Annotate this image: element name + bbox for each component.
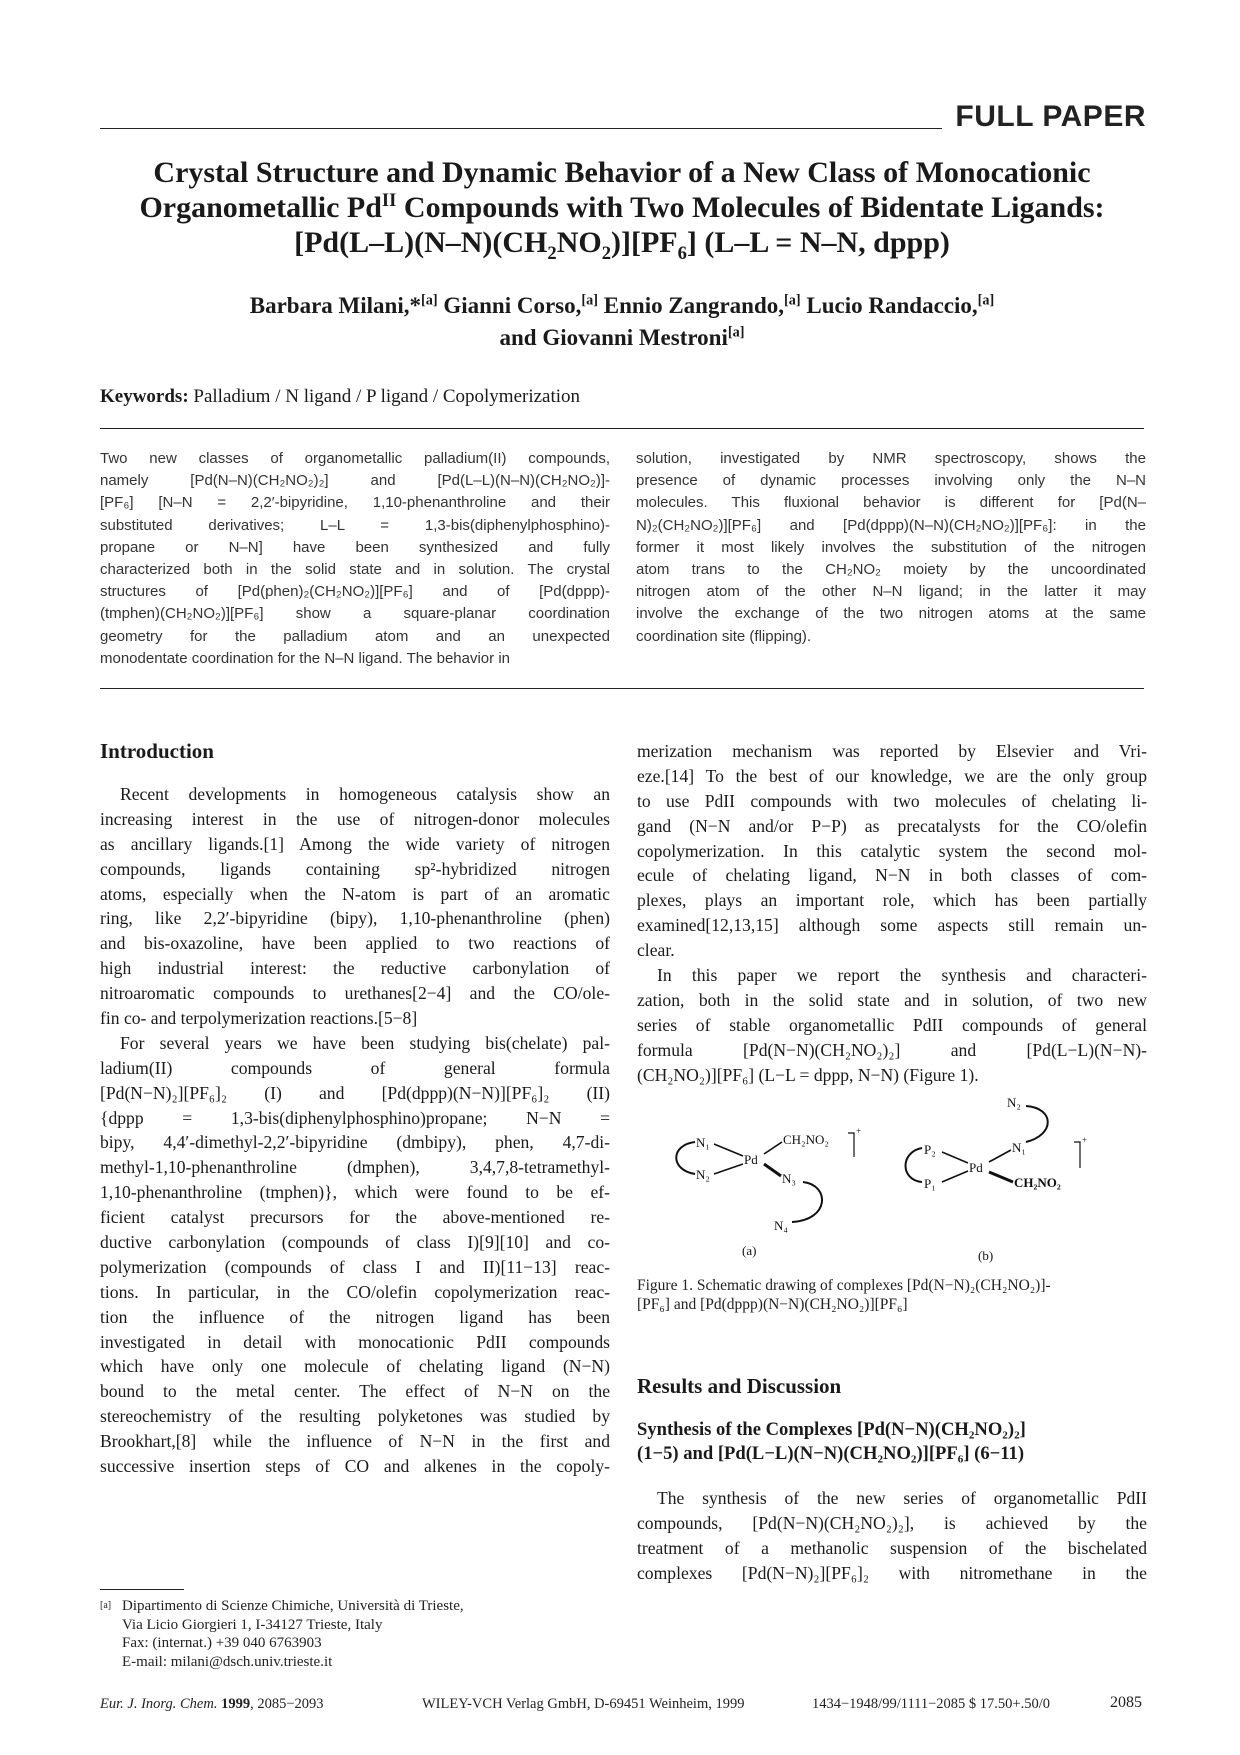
body-line: to use PdII compounds with two molecules of chelating li- — [637, 790, 1147, 811]
synthesis-subheading — [637, 1418, 1157, 1466]
body-line: ecule of chelating ligand, N−N in both classes of com- — [637, 865, 1147, 886]
label-ch2no2-a: CH₂NO₂ — [783, 1132, 829, 1147]
introduction-heading: Introduction — [100, 739, 214, 763]
abstract-line: substituted derivatives; L–L = 1,3-bis(diphenylphosphino)- — [100, 516, 610, 534]
keywords-text: Palladium / N ligand / P ligand / Copolymerization — [188, 386, 581, 407]
body-line: ficient catalyst precursors for the above-mentioned re- — [100, 1207, 610, 1228]
figure-1-scheme — [650, 1090, 1150, 1270]
subheading-line-2: (1−5) and [Pd(L−L)(N−N)(CH₂NO₂)][PF₆] (6−11) — [637, 1443, 1025, 1464]
abstract-line: [PF₆] [N–N = 2,2′-bipyridine, 1,10-phenanthroline and their — [100, 494, 610, 512]
body-line: treatment of a methanolic suspension of the bischelated — [637, 1537, 1147, 1558]
caption-line-2: [PF₆] and [Pd(dppp)(N−N)(CH₂NO₂)][PF₆] — [637, 1296, 908, 1313]
body-line: fin co- and terpolymerization reactions.[5−8] — [100, 1008, 418, 1029]
body-line: formula [Pd(N−N)(CH₂NO₂)₂] and [Pd(L−L)(N−N)- — [637, 1039, 1147, 1060]
publisher-line: WILEY-VCH Verlag GmbH, D-69451 Weinheim, 1999 — [422, 1696, 745, 1712]
results-heading: Results and Discussion — [637, 1374, 842, 1398]
body-line: as ancillary ligands.[1] Among the wide variety of nitrogen — [100, 833, 610, 854]
body-line: and bis-oxazoline, have been applied to two reactions of — [100, 933, 610, 954]
footnote-line: Fax: (internat.) +39 040 6763903 — [122, 1635, 322, 1651]
abstract-line: geometry for the palladium atom and an unexpected — [100, 627, 610, 645]
abstract-right-column — [636, 448, 1146, 648]
body-line: atoms, especially when the N-atom is part of an aromatic — [100, 883, 610, 904]
abstract-line: solution, investigated by NMR spectroscopy, shows the — [636, 450, 1146, 467]
journal-citation: Eur. J. Inorg. Chem. 1999, 2085−2093 — [100, 1696, 324, 1712]
body-line: 1,10-phenanthroline (tmphen)}, which were found to be ef- — [100, 1182, 610, 1203]
abstract-line: presence of dynamic processes involving only the N–N — [636, 472, 1146, 490]
charge-a: + — [856, 1126, 862, 1136]
label-b: (b) — [978, 1248, 994, 1263]
body-line: clear. — [637, 940, 675, 961]
authors-line-1: Barbara Milani,*[a] Gianni Corso,[a] Ennio Zangrando,[a] Lucio Randaccio,[a] — [249, 292, 995, 318]
body-line: For several years we have been studying bis(chelate) pal- — [120, 1032, 610, 1053]
body-line: (CH₂NO₂)][PF₆] (L−L = dppp, N−N) (Figure 1). — [637, 1064, 979, 1085]
body-line: compounds, ligands containing sp²-hybridized nitrogen — [100, 858, 610, 879]
complex-b-structure — [906, 1095, 1088, 1263]
title-line-1: Crystal Structure and Dynamic Behavior of a New Class of Monocationic — [153, 156, 1091, 189]
abstract-top-rule — [100, 428, 1144, 429]
label-p1-b: P₁ — [924, 1176, 936, 1191]
body-line: [Pd(N−N)₂][PF₆]₂ (I) and [Pd(dppp)(N−N)][PF₆]₂ (II) — [100, 1082, 610, 1103]
introduction-left-column — [100, 782, 610, 1479]
body-line: high industrial interest: the reductive carbonylation of — [100, 958, 610, 979]
body-line: copolymerization. In this catalytic system the second mol- — [637, 840, 1147, 861]
body-line: gand (N−N and/or P−P) as precatalysts for the CO/olefin — [637, 815, 1147, 836]
body-line: eze.[14] To the best of our knowledge, we are the only group — [637, 765, 1147, 786]
abstract-line: molecules. This fluxional behavior is different for [Pd(N– — [636, 494, 1146, 512]
abstract-line: coordination site (flipping). — [636, 627, 812, 645]
body-line: methyl-1,10-phenanthroline (dmphen), 3,4,7,8-tetramethyl- — [100, 1157, 610, 1178]
body-line: bound to the metal center. The effect of N−N on the — [100, 1381, 610, 1402]
label-n2-a: N₂ — [696, 1167, 710, 1182]
title-line-3: $[Pd(L-L)(N-N)(CH_2NO_2)][PF_6] (L-L = N-N$, dppp) — [294, 226, 950, 264]
body-line: nitroaromatic compounds to urethanes[2−4] and the CO/ole- — [100, 983, 610, 1004]
label-n3-a: N₃ — [782, 1171, 796, 1186]
body-line: tion the influence of the nitrogen ligand has been — [100, 1306, 610, 1327]
abstract-line: propane or N–N] have been synthesized and fully — [100, 538, 610, 556]
article-title — [100, 155, 1144, 264]
abstract-line: structures of [Pd(phen)₂(CH₂NO₂)][PF₆] and of [Pd(dppp)- — [100, 583, 610, 601]
abstract-line: former it most likely involves the substitution of the nitrogen — [636, 538, 1146, 556]
label-pd-b: Pd — [969, 1160, 983, 1175]
body-line: ring, like 2,2′-bipyridine (bipy), 1,10-phenanthroline (phen) — [100, 908, 610, 929]
body-line: series of stable organometallic PdII compounds of general — [637, 1014, 1147, 1035]
abstract-line: characterized both in the solid state and in solution. The crystal — [100, 560, 610, 578]
introduction-right-column — [637, 739, 1147, 1087]
header-rule — [100, 128, 942, 129]
footnote-line[interactable]: E-mail: milani@dsch.univ.trieste.it — [122, 1653, 333, 1670]
results-paragraph — [637, 1486, 1147, 1586]
footnote-mark: [a] — [100, 1600, 112, 1611]
label-pd-a: Pd — [744, 1152, 758, 1167]
keywords-label: Keywords: — [100, 386, 189, 407]
body-line: Brookhart,[8] while the influence of N−N in the first and — [100, 1431, 610, 1452]
body-line: investigated in detail with monocationic PdII compounds — [100, 1331, 610, 1352]
body-line: polymerization (compounds of class I and II)[11−13] reac- — [100, 1256, 610, 1277]
label-ch2no2-b: CH₂NO₂ — [1014, 1175, 1061, 1190]
body-line: ductive carbonylation (compounds of class I)[9][10] and co- — [100, 1232, 610, 1253]
body-line: compounds, [Pd(N−N)(CH₂NO₂)₂], is achieved by the — [637, 1512, 1147, 1533]
body-line: merization mechanism was reported by Elsevier and Vri- — [637, 741, 1147, 761]
label-n1-b: N₁ — [1012, 1140, 1026, 1155]
abstract-line: atom trans to the CH₂NO₂ moiety by the uncoordinated — [636, 560, 1146, 578]
body-line: examined[12,13,15] although some aspects still remain un- — [637, 915, 1147, 936]
keywords — [100, 386, 1144, 408]
label-n4-a: N₄ — [774, 1218, 788, 1233]
body-line: ladium(II) compounds of general formula — [100, 1057, 610, 1078]
body-line: The synthesis of the new series of organometallic PdII — [657, 1488, 1147, 1508]
body-line: Recent developments in homogeneous catalysis show an — [120, 784, 610, 804]
complex-a-structure — [676, 1126, 861, 1258]
charge-b: + — [1082, 1135, 1088, 1145]
body-line: bipy, 4,4′-dimethyl-2,2′-bipyridine (dmbipy), phen, 4,7-di- — [100, 1132, 610, 1153]
subheading-line-1: Synthesis of the Complexes [Pd(N−N)(CH₂NO₂)₂] — [637, 1419, 1026, 1440]
body-line: which have only one molecule of chelating ligand (N−N) — [100, 1356, 610, 1377]
abstract-line: (tmphen)(CH₂NO₂)][PF₆] show a square-planar coordination — [100, 605, 610, 623]
body-line: zation, both in the solid state and in solution, of two new — [637, 989, 1147, 1010]
abstract-line: N)₂(CH₂NO₂)][PF₆] and [Pd(dppp)(N–N)(CH₂NO₂)][PF₆]: in the — [636, 516, 1146, 534]
abstract-line: namely [Pd(N–N)(CH₂NO₂)₂] and [Pd(L–L)(N–N)(CH₂NO₂)]- — [100, 472, 610, 490]
section-label: FULL PAPER — [955, 100, 1146, 133]
body-line: plexes, plays an important role, which has been partially — [637, 890, 1147, 911]
body-line: successive insertion steps of CO and alkenes in the copoly- — [100, 1456, 610, 1477]
affiliation-footnote — [100, 1597, 620, 1671]
body-line: stereochemistry of the resulting polyketones was studied by — [100, 1406, 610, 1427]
label-p2-b: P₂ — [924, 1142, 936, 1157]
abstract-bottom-rule — [100, 688, 1144, 689]
author-list — [100, 290, 1144, 354]
issn-line: 1434−1948/99/1111−2085 $ 17.50+.50/0 — [812, 1696, 1051, 1712]
figure-1-caption — [637, 1276, 1147, 1314]
body-line: tions. In particular, in the CO/olefin copolymerization reac- — [100, 1281, 610, 1302]
abstract-line: monodentate coordination for the N–N ligand. The behavior in — [100, 649, 510, 667]
label-n1-a: N₁ — [696, 1135, 710, 1150]
caption-line-1: Figure 1. Schematic drawing of complexes [Pd(N−N)₂(CH₂NO₂)]- — [637, 1277, 1051, 1294]
authors-line-2: and Giovanni Mestroni[a] — [499, 324, 745, 350]
footnote-rule — [100, 1589, 184, 1590]
title-line-2: Organometallic $Pd^{II}$ Compounds with Two Molecules of Bidentate Ligands: — [139, 190, 1105, 224]
label-a: (a) — [742, 1243, 757, 1258]
abstract-line: involve the exchange of the two nitrogen atoms at the same — [636, 605, 1146, 623]
body-line: complexes [Pd(N−N)₂][PF₆]₂ with nitromethane in the — [637, 1562, 1147, 1583]
abstract-left-column — [100, 448, 610, 670]
footnote-line: Dipartimento di Scienze Chimiche, Università di Trieste, — [122, 1598, 464, 1614]
abstract-line: Two new classes of organometallic palladium(II) compounds, — [100, 450, 610, 467]
body-line: {dppp = 1,3-bis(diphenylphosphino)propane; N−N = — [100, 1107, 610, 1128]
body-line: increasing interest in the use of nitrogen-donor molecules — [100, 808, 610, 829]
label-n2-b: N₂ — [1007, 1095, 1021, 1110]
footnote-line: Via Licio Giorgieri 1, I-34127 Trieste, Italy — [122, 1616, 383, 1633]
body-line: In this paper we report the synthesis and characteri- — [657, 965, 1147, 986]
abstract-line: nitrogen atom of the other N–N ligand; in the latter it may — [636, 583, 1146, 601]
page-number: 2085 — [1110, 1694, 1142, 1711]
